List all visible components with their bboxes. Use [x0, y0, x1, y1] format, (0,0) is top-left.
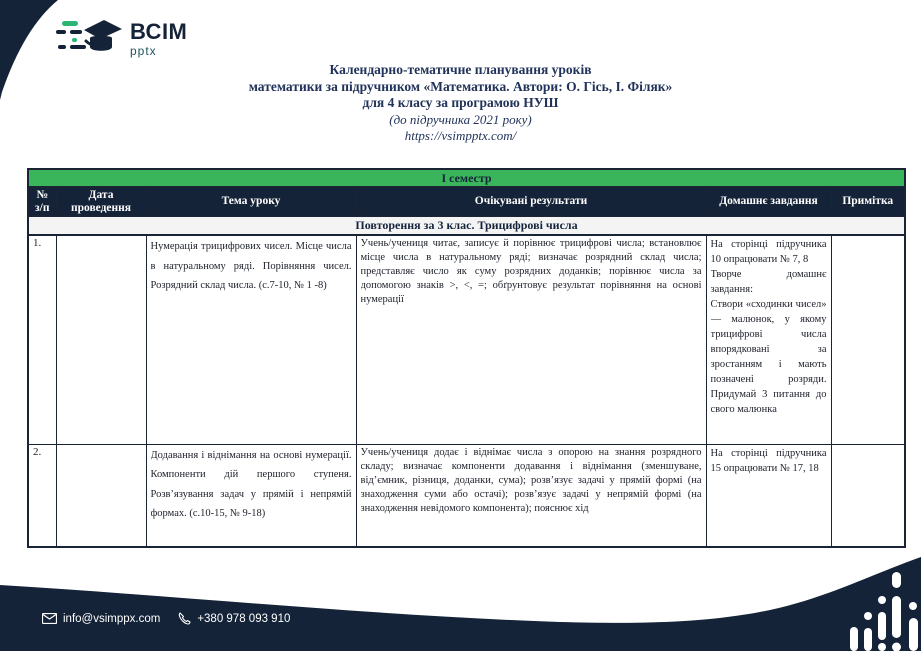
table-header-row — [28, 187, 905, 216]
email-text: info@vsimppx.com — [63, 612, 161, 625]
topic-cell: Нумерація трицифрових чисел. Місце числа в натуральному ряді. Порівняння чисел. Розрядний склад числа. (с.7-10, № 1 -8) — [150, 241, 352, 291]
row-number: 2. — [28, 444, 56, 547]
semester-banner-row — [28, 169, 905, 187]
column-header-topic: Тема уроку — [146, 187, 356, 216]
section-title-row — [28, 216, 905, 235]
title-edition-note: (до підручника 2021 року) — [389, 111, 532, 127]
homework-paragraph: На сторінці підручника 15 опрацювати № 17, 18 — [710, 447, 827, 474]
title-site-url[interactable]: https://vsimpptx.com/ — [404, 127, 517, 143]
title-line-3: для 4 класу за програмою НУШ — [362, 95, 559, 110]
phone-icon — [178, 612, 191, 625]
graduation-cap-icon — [56, 14, 122, 64]
semester-label: І семестр — [28, 169, 905, 187]
lesson-planning-table — [27, 168, 906, 548]
note-cell — [831, 444, 905, 547]
homework-paragraph: Створи «сходинки чисел» — малюнок, у якому трицифрові числа впорядковані за зростанням і мають позначені розряди. Придумай 3 питання до свого малюнка — [710, 299, 827, 415]
title-line-2: математики за підручником «Математика. Автори: О. Гісь, І. Філяк» — [248, 78, 673, 94]
date-cell — [56, 235, 146, 444]
homework-cell — [711, 237, 827, 417]
homework-paragraph: На сторінці підручника 10 опрацювати № 7, 8 — [710, 239, 827, 265]
homework-cell — [711, 446, 827, 476]
column-header-results: Очікувані результати — [356, 187, 706, 216]
footer-contacts — [42, 612, 290, 625]
topic-cell: Додавання і віднімання на основі нумерації. Компоненти дій першого ступеня. Розв’язування задач у прямій і непрямій формах. (с.10-15, № 9-18) — [150, 449, 352, 519]
brand-logo — [56, 14, 187, 64]
column-header-number: № з/п — [28, 187, 56, 216]
envelope-icon — [42, 613, 57, 624]
homework-paragraph: Творче домашнє завдання: — [710, 269, 827, 295]
phone-text: +380 978 093 910 — [197, 612, 291, 625]
document-title-block — [0, 62, 921, 144]
row-number: 1. — [28, 235, 56, 444]
column-header-homework: Домашнє завдання — [706, 187, 831, 216]
column-header-note: Примітка — [831, 187, 905, 216]
email-contact[interactable] — [42, 613, 160, 625]
note-cell — [831, 235, 905, 444]
date-cell — [56, 444, 146, 547]
logo-subtext: pptx — [130, 44, 157, 58]
results-cell: Учень/учениця читає, записує й порівнює трицифрові числа; встановлює місце числа в натуральному ряді; визначає розрядний склад числа; представляє число як суму розрядних доданків; порівнює числа за допомогою знаків >, <, =; обґрунтовує результат порівняння на основі нумерації — [360, 238, 702, 305]
table-row — [28, 235, 905, 444]
phone-contact[interactable] — [178, 612, 290, 625]
results-cell: Учень/учениця додає і віднімає числа з опорою на знання розрядного складу; визначає компоненти додавання і віднімання (зменшуване, від’ємник, різниця, доданки, сума); розв’язує задачі у прямій формі (на знаходження суми або остачі); розв’язує задачі у непрямій формі (на знаходження невідомого компонента); пояснює хід — [360, 446, 702, 514]
footer-band — [0, 550, 921, 651]
section-title: Повторення за 3 клас. Трицифрові числа — [28, 216, 905, 235]
title-line-1: Календарно-тематичне планування уроків — [329, 62, 592, 77]
table-row — [28, 444, 905, 547]
column-header-date: Дата проведення — [56, 187, 146, 216]
logo-wordmark: ВСІМ — [130, 19, 188, 44]
